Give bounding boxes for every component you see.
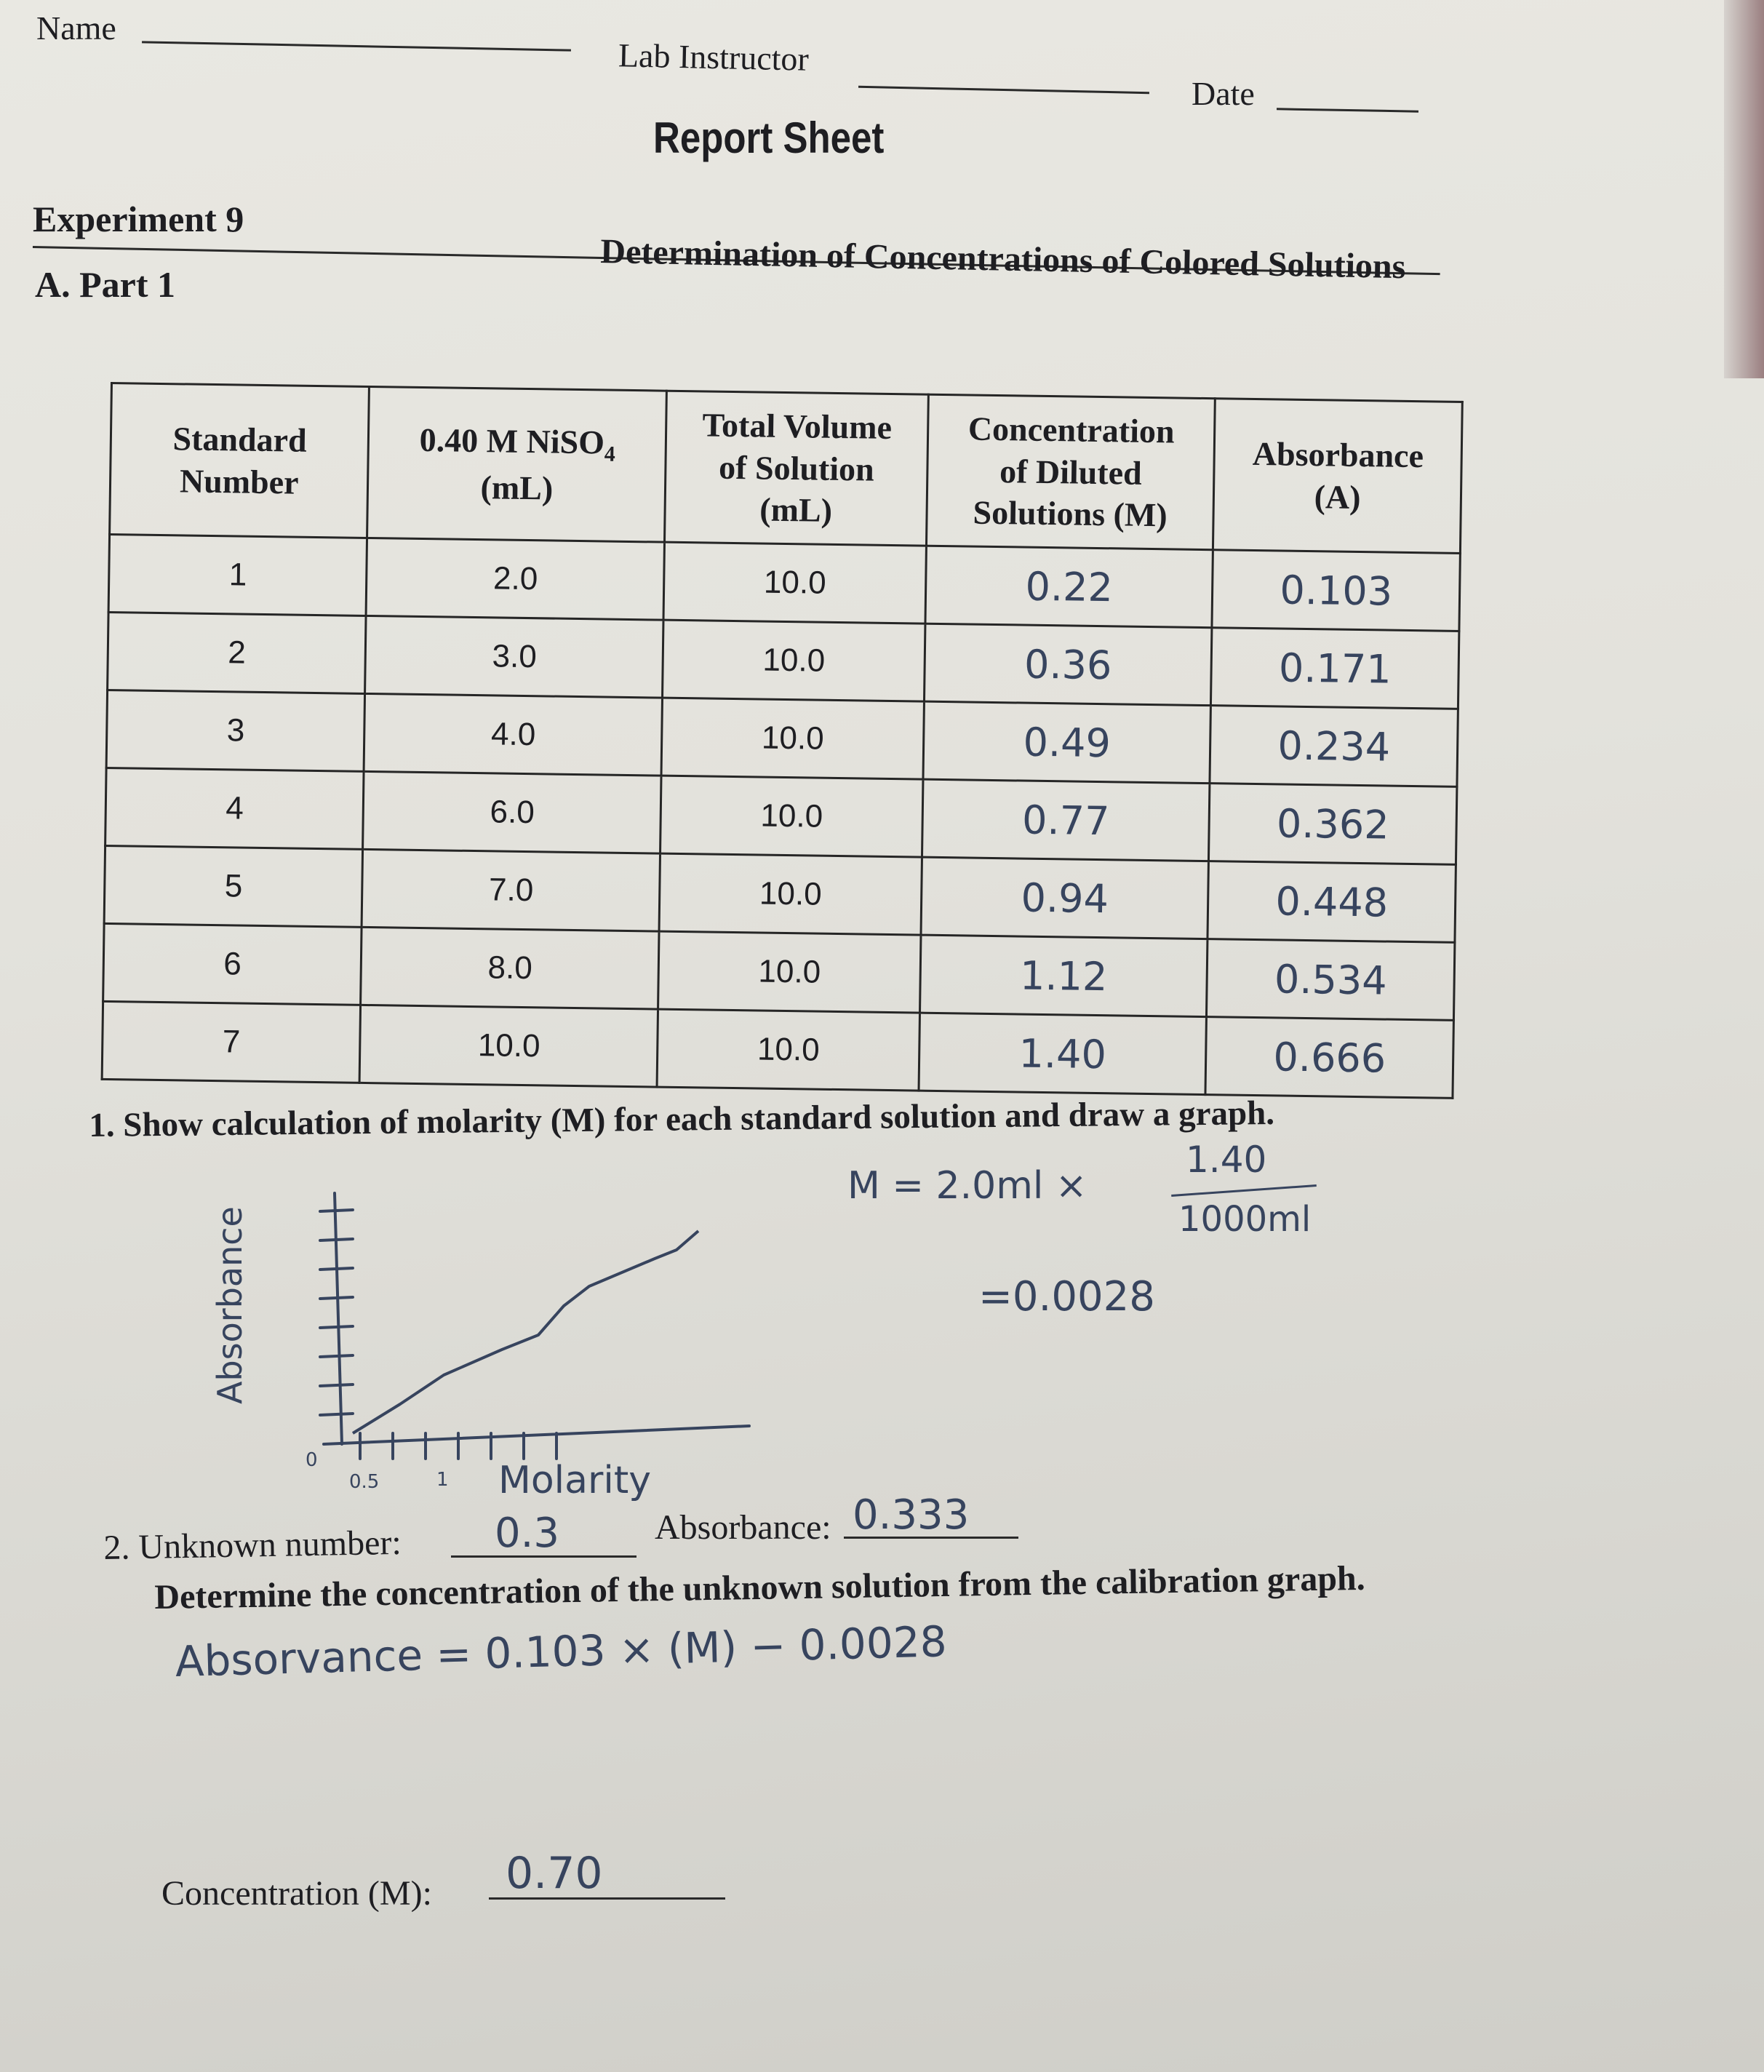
calc-denominator: 1000ml bbox=[1178, 1199, 1312, 1240]
absorbance-value: 0.333 bbox=[853, 1491, 970, 1539]
concentration-cell: 0.49 bbox=[923, 701, 1211, 783]
header-line: of Solution bbox=[718, 448, 875, 488]
concentration-cell: 0.22 bbox=[925, 546, 1213, 627]
experiment-title: Determination of Concentrations of Colored Solutions bbox=[599, 231, 1406, 287]
header-line: (mL) bbox=[480, 468, 554, 507]
header-absorbance bbox=[1213, 399, 1463, 554]
date-blank bbox=[1277, 108, 1418, 112]
graph-y-tick bbox=[320, 1384, 353, 1386]
graph-y-axis bbox=[335, 1193, 342, 1444]
header-niso4-volume bbox=[367, 386, 667, 542]
niso4-volume-cell: 6.0 bbox=[363, 771, 661, 853]
name-blank bbox=[142, 41, 571, 51]
header-line: 0.40 M NiSO bbox=[419, 421, 605, 461]
graph-y-tick bbox=[320, 1355, 353, 1357]
graph-y-tick bbox=[320, 1239, 353, 1240]
total-volume-cell: 10.0 bbox=[661, 698, 924, 779]
calc-line-2: =0.0028 bbox=[978, 1273, 1155, 1320]
page-edge-shadow bbox=[1724, 0, 1764, 378]
niso4-volume-cell: 3.0 bbox=[365, 615, 663, 698]
header-line: (A) bbox=[1314, 477, 1361, 516]
graph-x-axis-label: Molarity bbox=[498, 1459, 651, 1502]
calibration-graph bbox=[196, 1179, 778, 1506]
absorbance-label: Absorbance: bbox=[655, 1508, 831, 1547]
concentration-cell: 0.94 bbox=[921, 857, 1209, 939]
graph-tick-label-1: 0.5 bbox=[349, 1471, 380, 1493]
concentration-label: Concentration (M): bbox=[161, 1874, 432, 1913]
absorbance-cell: 0.103 bbox=[1212, 550, 1460, 631]
header-line: of Diluted bbox=[999, 452, 1143, 492]
experiment-label: Experiment 9 bbox=[33, 199, 244, 239]
header-standard-number bbox=[110, 383, 370, 538]
concentration-cell: 0.36 bbox=[924, 623, 1212, 705]
concentration-cell: 0.77 bbox=[922, 779, 1210, 861]
standard-number-cell: 3 bbox=[106, 690, 365, 771]
unknown-number-value: 0.3 bbox=[495, 1510, 560, 1557]
graph-y-axis-label: Absorbance bbox=[210, 1206, 250, 1404]
question-1-text: 1. Show calculation of molarity (M) for each standard solution and draw a graph. bbox=[89, 1093, 1275, 1144]
name-label: Name bbox=[36, 9, 116, 47]
concentration-value: 0.70 bbox=[506, 1848, 603, 1899]
determine-instruction: Determine the concentration of the unknown solution from the calibration graph. bbox=[154, 1558, 1366, 1617]
concentration-cell: 1.40 bbox=[919, 1013, 1207, 1094]
total-volume-cell: 10.0 bbox=[657, 1009, 919, 1091]
absorbance-cell: 0.234 bbox=[1210, 706, 1458, 787]
header-total-volume bbox=[665, 391, 928, 546]
header-line: Absorbance bbox=[1252, 434, 1424, 475]
header-line: (mL) bbox=[759, 490, 833, 530]
niso4-volume-cell: 4.0 bbox=[364, 693, 662, 776]
niso4-volume-cell: 8.0 bbox=[361, 927, 659, 1009]
header-line: Standard bbox=[172, 420, 307, 459]
standard-number-cell: 1 bbox=[108, 535, 367, 616]
graph-y-tick bbox=[320, 1268, 353, 1270]
total-volume-cell: 10.0 bbox=[658, 931, 921, 1013]
header-concentration bbox=[926, 394, 1215, 549]
header-line: Number bbox=[179, 461, 299, 501]
niso4-volume-cell: 10.0 bbox=[359, 1005, 658, 1087]
total-volume-cell: 10.0 bbox=[663, 542, 926, 623]
lab-instructor-label: Lab Instructor bbox=[618, 36, 810, 78]
standard-number-cell: 7 bbox=[102, 1001, 361, 1083]
header-line: Total Volume bbox=[702, 406, 893, 447]
absorbance-cell: 0.362 bbox=[1209, 784, 1457, 865]
graph-origin-label: 0 bbox=[306, 1449, 318, 1471]
standard-number-cell: 6 bbox=[103, 923, 362, 1005]
concentration-cell: 1.12 bbox=[919, 935, 1208, 1016]
unknown-work-equation: Absorvance = 0.103 × (M) − 0.0028 bbox=[175, 1617, 948, 1686]
graph-y-tick bbox=[320, 1326, 353, 1328]
standard-number-cell: 4 bbox=[105, 768, 364, 849]
header-line: Concentration bbox=[967, 410, 1175, 450]
graph-y-tick bbox=[320, 1210, 353, 1211]
table-header-row bbox=[110, 383, 1463, 554]
standard-number-cell: 5 bbox=[104, 845, 363, 927]
report-sheet-title: Report Sheet bbox=[653, 113, 885, 162]
part-label: A. Part 1 bbox=[35, 264, 175, 305]
absorbance-cell: 0.171 bbox=[1211, 628, 1459, 709]
date-label: Date bbox=[1192, 75, 1255, 112]
lab-instructor-blank bbox=[858, 86, 1149, 94]
graph-y-tick bbox=[320, 1297, 353, 1299]
total-volume-cell: 10.0 bbox=[659, 853, 922, 935]
results-table bbox=[101, 382, 1464, 1099]
standard-number-cell: 2 bbox=[108, 612, 367, 693]
niso4-volume-cell: 7.0 bbox=[362, 849, 660, 931]
header-line: Solutions (M) bbox=[973, 493, 1168, 534]
total-volume-cell: 10.0 bbox=[663, 620, 925, 701]
absorbance-cell: 0.448 bbox=[1208, 861, 1456, 943]
graph-tick-label-2: 1 bbox=[436, 1469, 449, 1491]
unknown-number-label: 2. Unknown number: bbox=[103, 1523, 402, 1567]
calc-fraction-bar bbox=[1171, 1184, 1317, 1197]
graph-y-tick bbox=[320, 1414, 353, 1415]
total-volume-cell: 10.0 bbox=[660, 776, 923, 857]
header-subscript: 4 bbox=[604, 442, 615, 466]
absorbance-cell: 0.666 bbox=[1205, 1017, 1453, 1099]
niso4-volume-cell: 2.0 bbox=[366, 538, 664, 620]
calc-numerator: 1.40 bbox=[1186, 1139, 1267, 1181]
absorbance-cell: 0.534 bbox=[1207, 939, 1455, 1021]
calc-line-1: M = 2.0ml × bbox=[847, 1164, 1087, 1208]
graph-x-axis bbox=[324, 1426, 749, 1444]
